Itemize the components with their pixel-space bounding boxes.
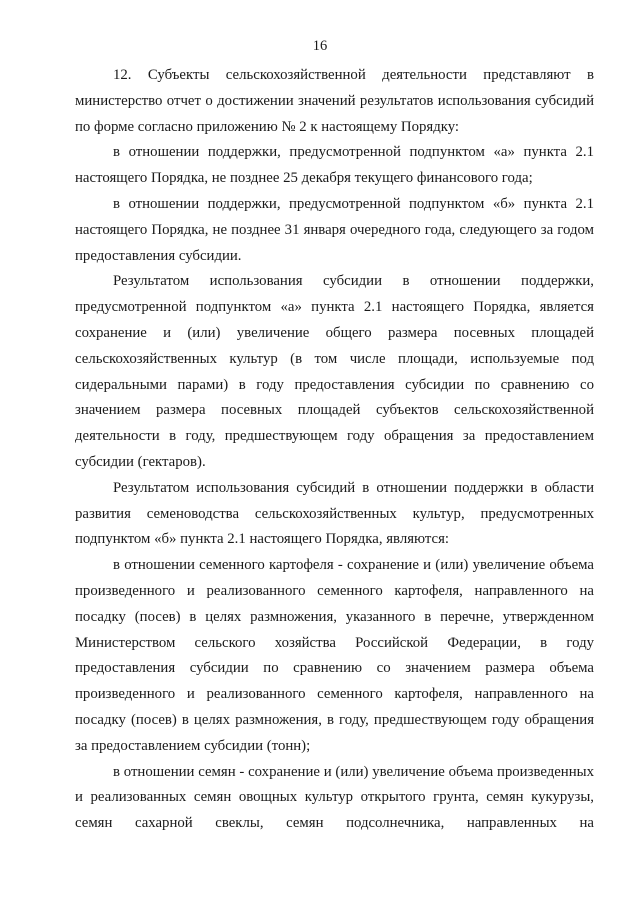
paragraph-deadline-a: в отношении поддержки, предусмотренной подпунктом «а» пункта 2.1 настоящего Порядка, не позднее 25 декабря текущего финансового года; <box>75 144 594 187</box>
paragraph-seed-potato: в отношении семенного картофеля - сохранение и (или) увеличение объема произведенного и реализованного семенного картофеля, направленного на посадку (посев) в целях размножения, указанного в перечне, утвержденном Министерством сельского хозяйства Российской Федерации, в году предоставления субсидии по сравнению со значением размера объема произведенного и реализованного семенного картофеля, направленного на посадку (посев) в целях размножения, в году, предшествующем году обращения за предоставлением субсидии (тонн); <box>75 557 594 754</box>
paragraph-deadline-b: в отношении поддержки, предусмотренной подпунктом «б» пункта 2.1 настоящего Порядка, не позднее 31 января очередного года, следующего за годом предоставления субсидии. <box>75 195 594 264</box>
paragraph-result-b-intro: Результатом использования субсидий в отношении поддержки в области развития семеноводства сельскохозяйственных культур, предусмотренных подпунктом «б» пункта 2.1 настоящего Порядка, являются: <box>75 479 594 548</box>
paragraph-seeds: в отношении семян - сохранение и (или) увеличение объема произведенных и реализованных семян овощных культур открытого грунта, семян кукурузы, семян сахарной свеклы, семян подсолнечника, направленных на <box>75 763 594 832</box>
paragraph-reporting-duty: 12. Субъекты сельскохозяйственной деятельности представляют в министерство отчет о достижении значений результатов использования субсидий по форме согласно приложению № 2 к настоящему Порядку: <box>75 67 594 135</box>
paragraph-result-a: Результатом использования субсидии в отношении поддержки, предусмотренной подпунктом «а» пункта 2.1 настоящего Порядка, является сохранение и (или) увеличение общего размера посевных площадей сельскохозяйственных культур (в том числе площади, используемые под сидеральными парами) в году предоставления субсидии по сравнению со значением размера посевных площадей субъектов сельскохозяйственной деятельности в году, предшествующем году обращения за предоставлением субсидии (гектаров). <box>75 273 594 470</box>
document-body <box>75 63 594 837</box>
page-number: 16 <box>312 38 328 54</box>
